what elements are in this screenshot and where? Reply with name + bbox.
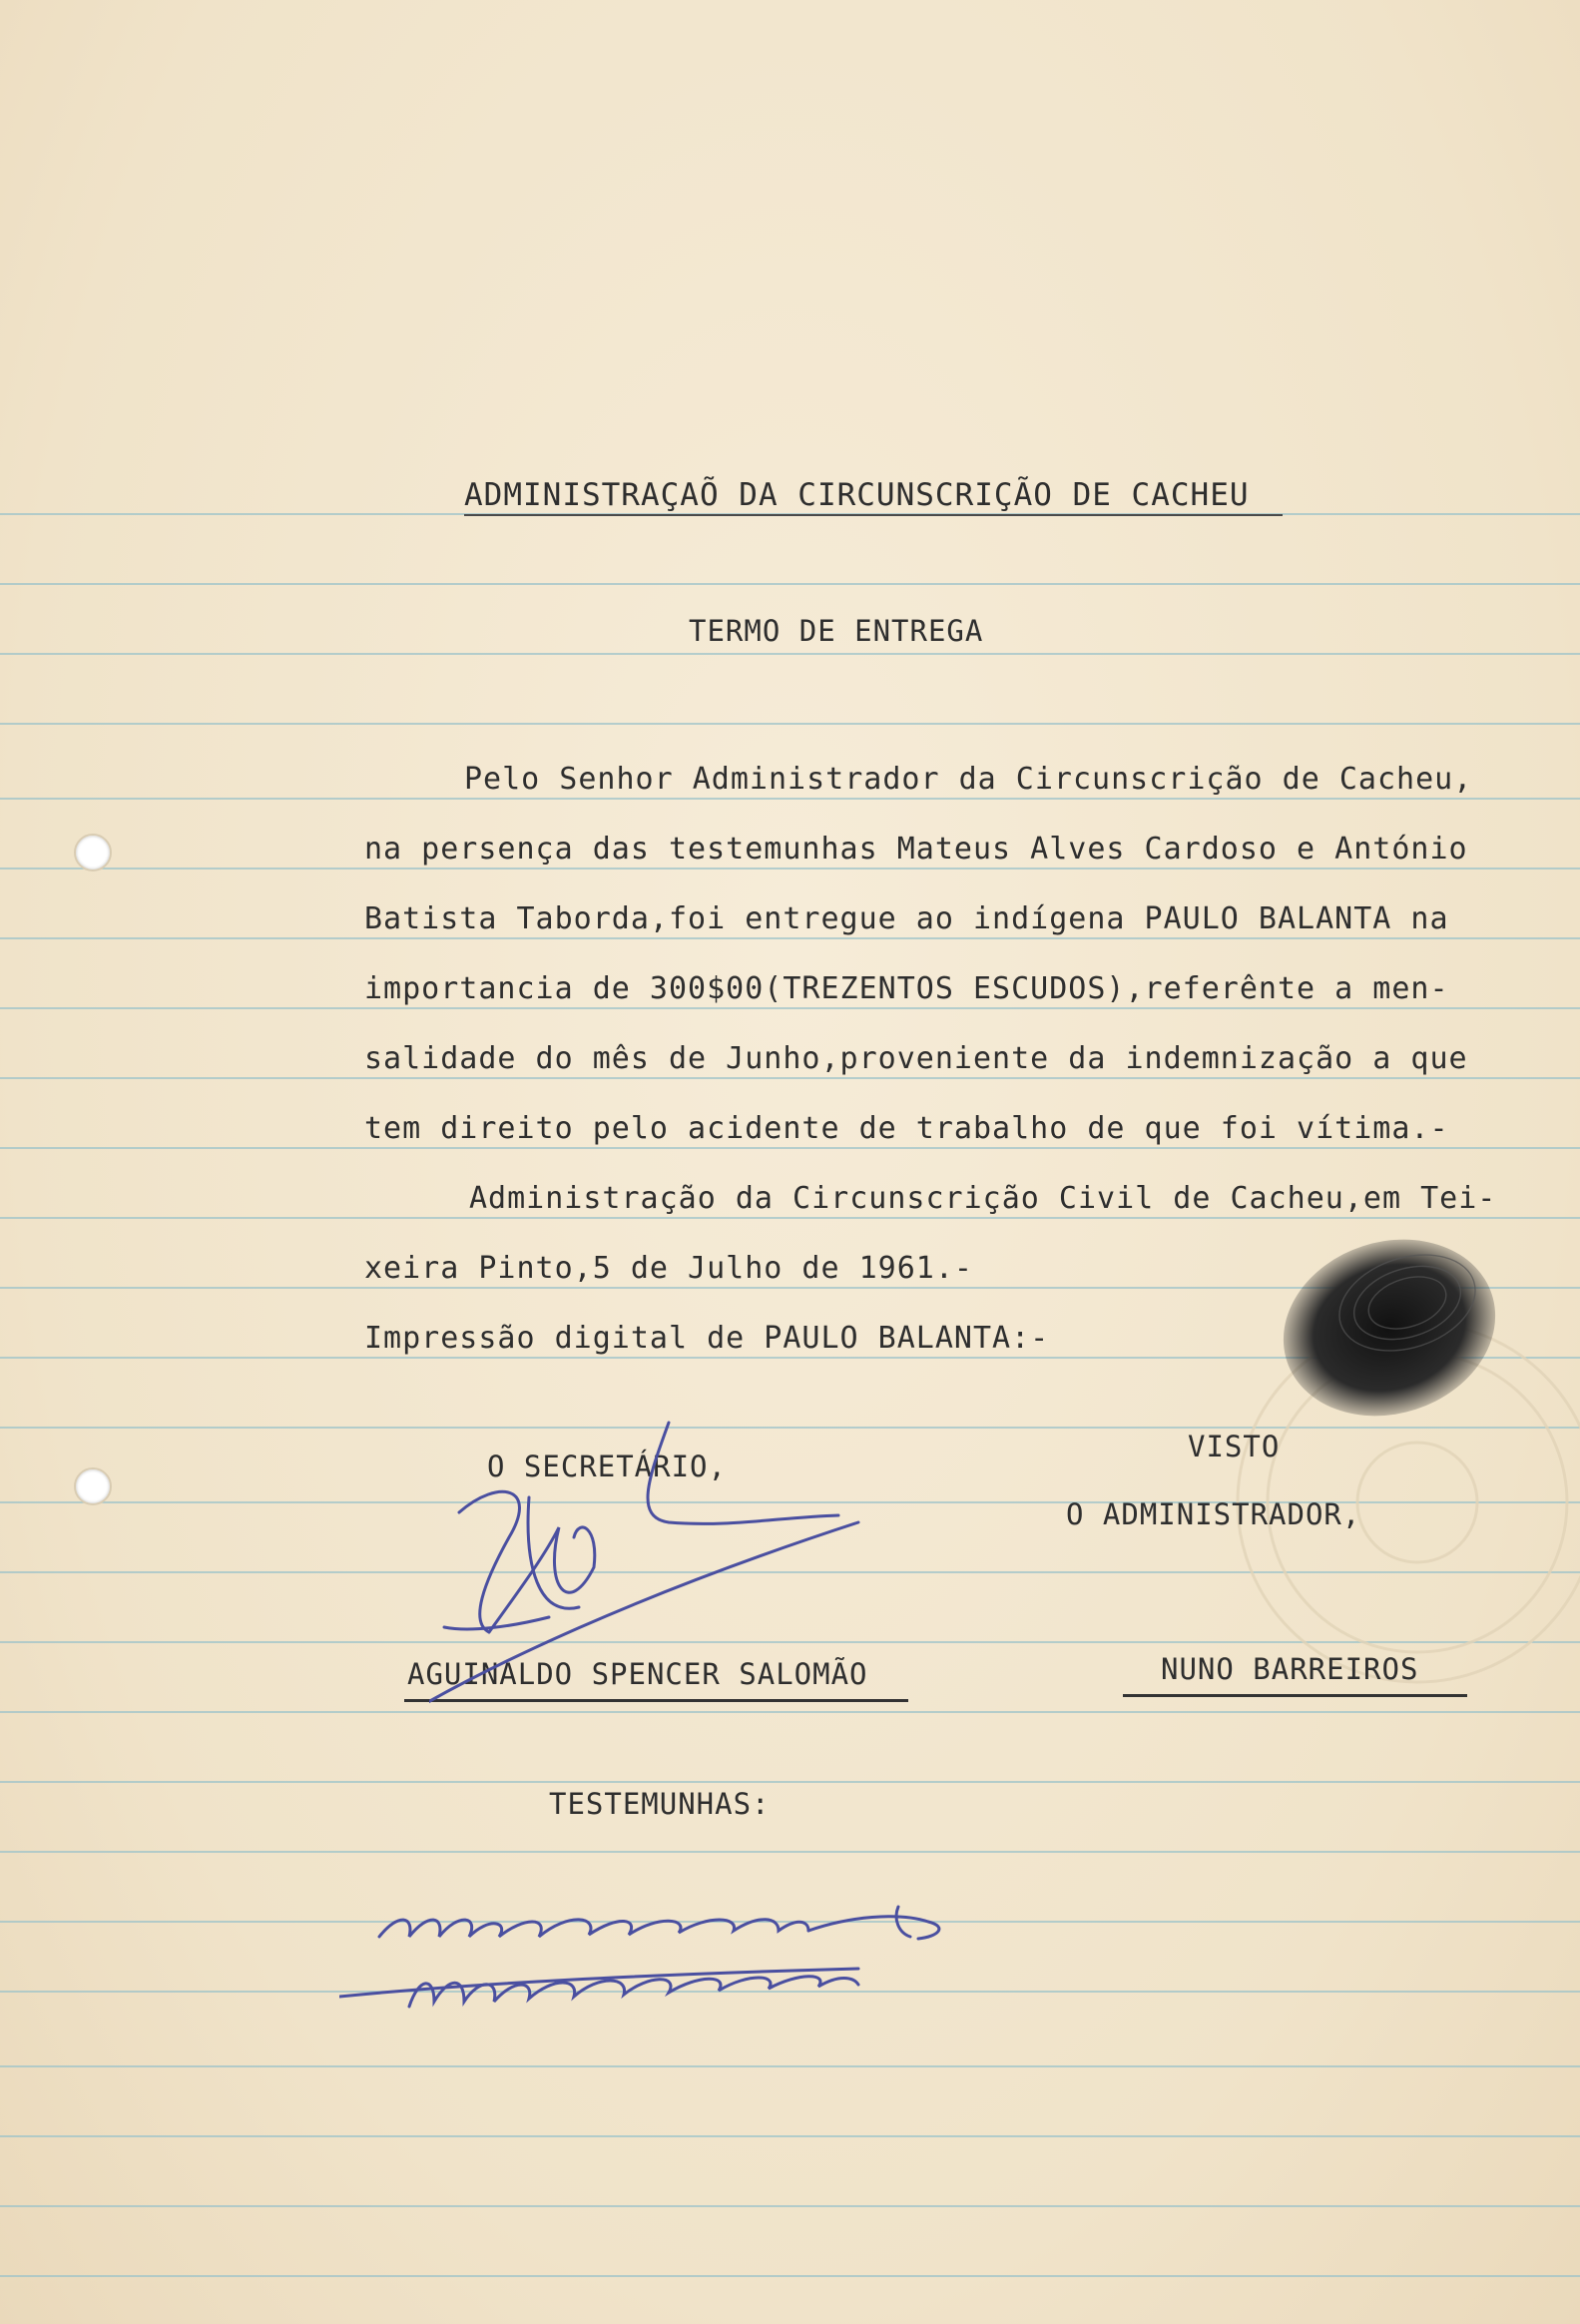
body-line-6: tem direito pelo acidente de trabalho de que foi vítima.- [364, 1111, 1449, 1146]
secretary-name: AGUINALDO SPENCER SALOMÃO [407, 1657, 868, 1691]
secretary-label: O SECRETÁRIO, [487, 1450, 727, 1483]
body-line-8: xeira Pinto,5 de Julho de 1961.- [364, 1251, 973, 1286]
administrator-label: O ADMINISTRADOR, [1066, 1497, 1361, 1531]
body-line-5: salidade do mês de Junho,proveniente da indemnização a que [364, 1041, 1468, 1076]
visto-label: VISTO [1188, 1430, 1281, 1463]
body-line-9: Impressão digital de PAULO BALANTA:- [364, 1321, 1050, 1356]
witnesses-label: TESTEMUNHAS: [549, 1787, 771, 1821]
body-line-4: importancia de 300$00(TREZENTOS ESCUDOS),referênte a men- [364, 971, 1449, 1006]
administrator-name-underline [1123, 1694, 1467, 1697]
administrator-name: NUNO BARREIROS [1161, 1652, 1419, 1686]
body-line-1: Pelo Senhor Administrador da Circunscrição de Cacheu, [464, 762, 1473, 797]
body-line-2: na persença das testemunhas Mateus Alves Cardoso e António [364, 832, 1468, 867]
witness-signatures [339, 1857, 958, 2027]
header-underline [464, 514, 1283, 516]
punch-hole-top [74, 834, 112, 872]
document-header: ADMINISTRAÇAÕ DA CIRCUNSCRIÇÃO DE CACHEU [464, 477, 1250, 513]
punch-hole-bottom [74, 1467, 112, 1505]
fingerprint-impression [1278, 1233, 1507, 1418]
body-line-7: Administração da Circunscrição Civil de Cacheu,em Tei- [469, 1181, 1497, 1216]
document-subheader: TERMO DE ENTREGA [689, 614, 984, 648]
secretary-signature [429, 1418, 888, 1757]
body-line-3: Batista Taborda,foi entregue ao indígena PAULO BALANTA na [364, 901, 1449, 936]
